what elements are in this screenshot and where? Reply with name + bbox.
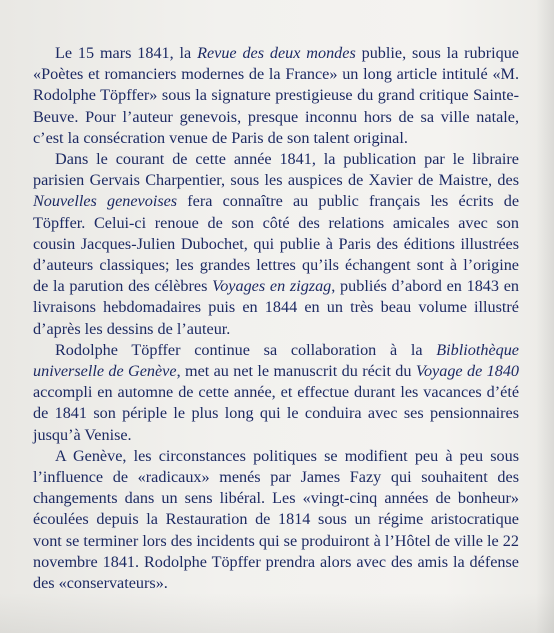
text-run: Dans le courant de cette année 1841, la publication par le libraire parisien Gervais Charpentier, sous les auspices de Xavier de Maistre, des	[33, 150, 519, 190]
text-run: A Genève, les circonstances politiques se modifient peu à peu sous l’influence de «radicaux» menés par James Fazy qui souhaitent des changements dans un sens libéral. Les «vingt-cinq années de bonheur» écoulées depuis la Restauration de 1814 sous un régime aristocratique vont se terminer lors des incidents qui se produiront à l’Hôtel de ville le 22 novembre 1841. Rodolphe Töpffer prendra alors avec des amis la défense des «conservateurs».	[33, 446, 519, 593]
page-bottom-shade	[0, 593, 554, 633]
paragraph-4	[33, 446, 519, 594]
paragraph-1	[33, 43, 519, 149]
text-run: accompli en automne de cette année, et effectue durant les vacances d’été de 1841 son périple le plus long qui le conduira avec ses pensionnaires jusqu’à Venise.	[33, 383, 519, 444]
text-run-italic: Voyage de 1840	[415, 362, 520, 381]
paragraph-3	[33, 340, 519, 446]
text-run-italic: Nouvelles genevoises	[33, 192, 178, 211]
text-run-italic: Voyages en zigzag	[212, 277, 332, 296]
text-run: fera connaître au public français les écrits de Töpffer. Celui-ci renoue de son côté des relations amicales avec son cousin Jacques-Julien Dubochet, qui publie à Paris des éditions illustrées d’auteurs classiques; les grandes lettres qu’ils échangent sont à l’origine de la parution des célèbres	[33, 192, 519, 296]
text-run: Le 15 mars 1841, la	[55, 44, 198, 62]
paragraph-2	[33, 149, 519, 340]
page-edge-shadow	[536, 0, 554, 633]
text-run-italic: Bibliothèque universelle de Genève	[33, 340, 519, 381]
text-run-italic: Revue des deux mondes	[197, 44, 356, 62]
text-run: , publiés d’abord en 1843 en livraisons hebdomadaires puis en 1844 en un très beau volume illustré d’après les dessins de l’auteur.	[33, 277, 519, 338]
text-run: , met au net le manuscrit du récit du	[176, 362, 416, 381]
text-run: Rodolphe Töpffer continue sa collaboration à la	[55, 340, 437, 359]
page-text	[33, 43, 519, 594]
text-run: publie, sous la rubrique «Poètes et romanciers modernes de la France» un long article intitulé «M. Rodolphe Töpffer» sous la signature prestigieuse du grand critique Sainte-Beuve. Pour l’auteur genevois, presque inconnu hors de sa ville natale, c’est la consécration venue de Paris de son talent original.	[33, 44, 519, 147]
